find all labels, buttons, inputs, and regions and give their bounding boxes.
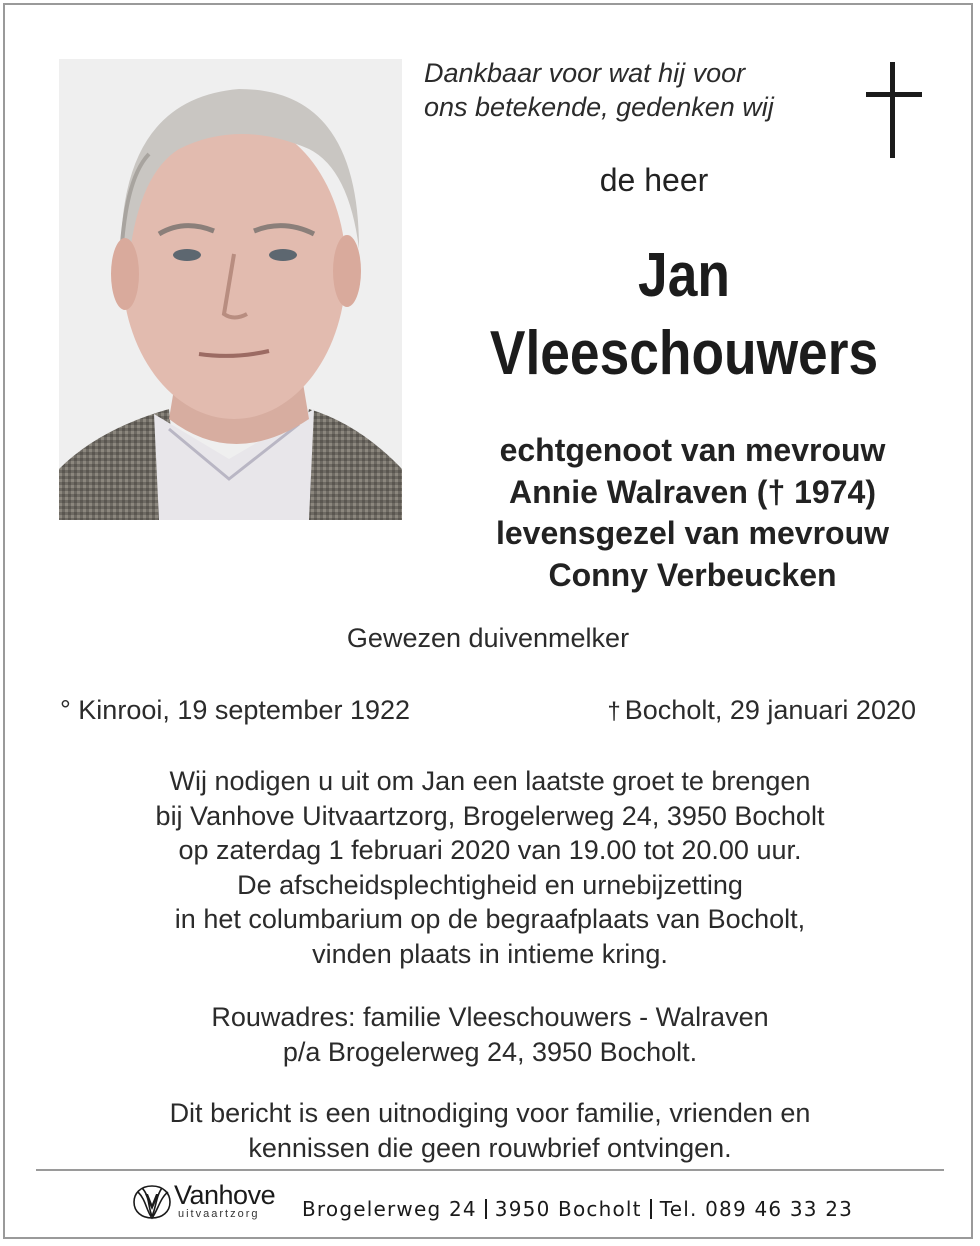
invitation-text: [0, 764, 980, 971]
intro-line: ons betekende, gedenken wij: [424, 92, 774, 122]
dagger-icon: †: [607, 698, 621, 725]
relation-line: Annie Walraven († 1974): [509, 473, 876, 510]
footer-city: 3950 Bocholt: [494, 1197, 642, 1221]
death-info: [607, 692, 916, 730]
invitation-line: vinden plaats in intieme kring.: [312, 938, 668, 969]
footer: [130, 1180, 930, 1228]
invitation-line: Wij nodigen u uit om Jan een laatste groet te brengen: [169, 766, 811, 796]
address-line: Rouwadres: familie Vleeschouwers - Walraven: [211, 1002, 769, 1032]
contact-info: [302, 1196, 853, 1222]
notice-line: Dit bericht is een uitnodiging voor familie, vrienden en: [169, 1098, 811, 1128]
footer-phone: Tel. 089 46 33 23: [659, 1197, 854, 1221]
relation-line: echtgenoot van mevrouw: [499, 432, 886, 468]
relations: [420, 430, 965, 596]
honorific: de heer: [599, 162, 709, 198]
intro-line: Dankbaar voor wat hij voor: [424, 58, 746, 88]
logo-name: Vanhove: [174, 1180, 276, 1210]
invitation-line: bij Vanhove Uitvaartzorg, Brogelerweg 24, 3950 Bocholt: [155, 800, 825, 831]
footer-street: Brogelerweg 24: [302, 1197, 477, 1221]
invitation-line: in het columbarium op de begraafplaats van Bocholt,: [174, 904, 806, 934]
invitation-line: op zaterdag 1 februari 2020 van 19.00 tot 20.00 uur.: [178, 835, 802, 865]
address-line: p/a Brogelerweg 24, 3950 Bocholt.: [282, 1036, 698, 1067]
invitation-line: De afscheidsplechtigheid en urnebijzetting: [237, 869, 743, 900]
footer-divider: [36, 1169, 944, 1171]
cross-icon: [866, 62, 922, 158]
deceased-first-name: Jan: [638, 241, 730, 310]
birth-info: ° Kinrooi, 19 september 1922: [60, 695, 411, 725]
occupation: Gewezen duivenmelker: [346, 623, 630, 653]
deceased-last-name: Vleeschouwers: [489, 319, 879, 388]
death-text: Bocholt, 29 januari 2020: [624, 695, 916, 725]
logo-subtitle: uitvaartzorg: [178, 1208, 260, 1220]
notice-text: [0, 1096, 980, 1165]
separator: [650, 1199, 652, 1219]
relation-line: levensgezel van mevrouw: [495, 515, 890, 551]
mourning-address: [0, 1000, 980, 1069]
relation-line: Conny Verbeucken: [548, 556, 837, 593]
intro-text: [424, 56, 844, 124]
portrait-photo: [59, 59, 402, 520]
notice-line: kennissen die geen rouwbrief ontvingen.: [248, 1132, 732, 1163]
separator: [485, 1199, 487, 1219]
vanhove-logo-icon: [130, 1182, 174, 1222]
